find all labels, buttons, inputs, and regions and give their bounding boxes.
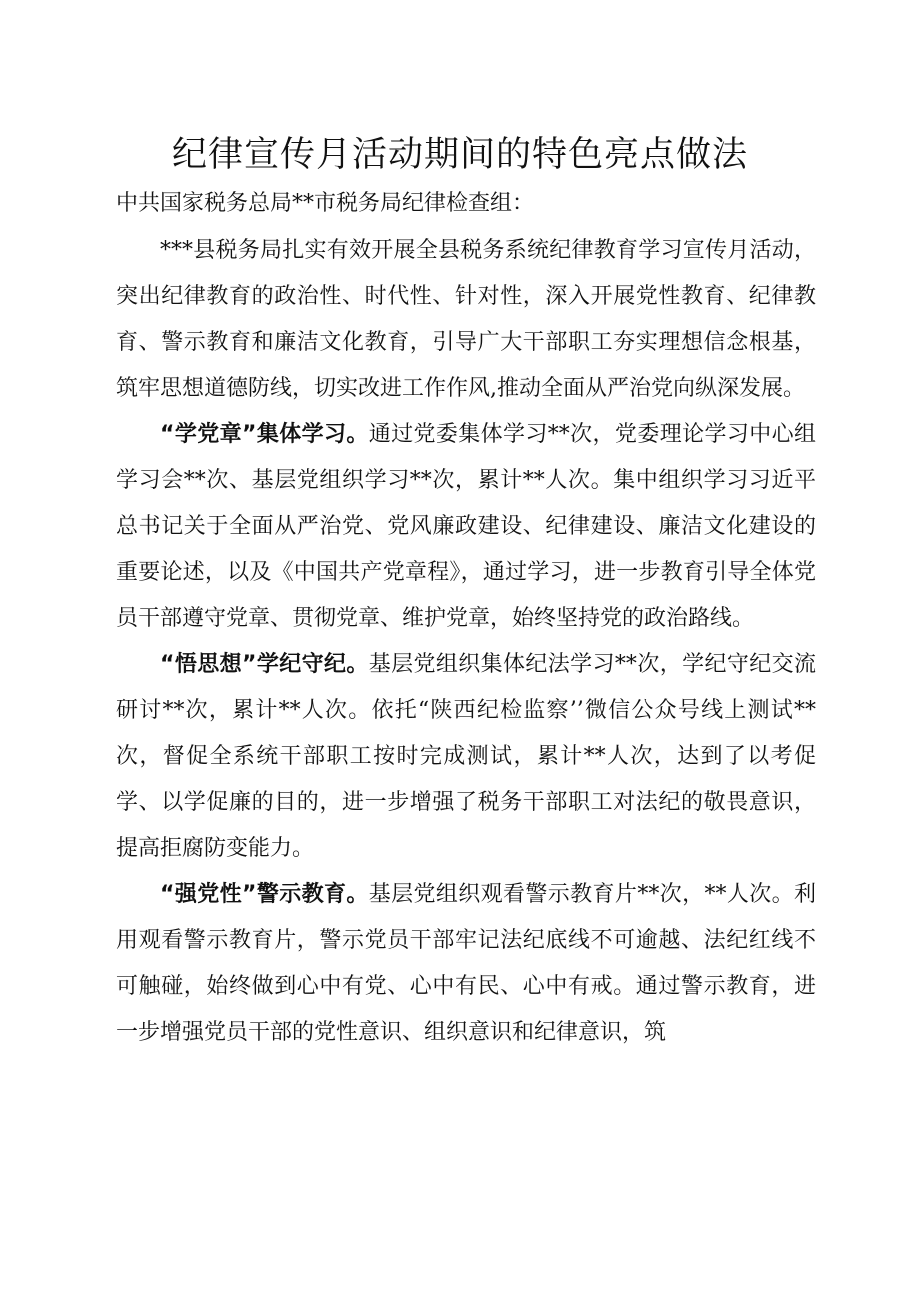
- paragraph-heading: “悟思想”学纪守纪。: [160, 652, 369, 677]
- paragraph-text: 基层党组织集体纪法学习**次，学纪守纪交流研讨**次，累计**人次。依托“陕西纪检监察’’微信公众号线上测试**次，督促全系统干部职工按时完成测试，累计**人次，达到了以考促学、以学促廉的目的，进一步增强了税务干部职工对法纪的敬畏意识，提高拒腐防变能力。: [116, 652, 816, 861]
- paragraph-text: 基层党组织观看警示教育片**次，**人次。利用观看警示教育片，警示党员干部牢记法纪底线不可逾越、法纪红线不可触碰，始终做到心中有党、心中有民、心中有戒。通过警示教育，进一步增强党员干部的党性意识、组织意识和纪律意识，筑: [116, 882, 816, 1045]
- document-title: 纪律宣传月活动期间的特色亮点做法: [171, 135, 748, 175]
- document-body: [116, 228, 816, 1056]
- paragraph-heading: “学党章”集体学习。: [160, 422, 369, 447]
- paragraph-intro: [116, 228, 816, 412]
- paragraph-study-party-constitution: [116, 412, 816, 642]
- paragraph-text: 通过党委集体学习**次，党委理论学习中心组学习会**次、基层党组织学习**次，累计**人次。集中组织学习习近平总书记关于全面从严治党、党风廉政建设、纪律建设、廉洁文化建设的重要论述，以及《中国共产党章程》，通过学习，进一步教育引导全体党员干部遵守党章、贯彻党章、维护党章，始终坚持党的政治路线。: [116, 422, 816, 631]
- paragraph-discipline-study: [116, 642, 816, 872]
- addressee-line: 中共国家税务总局**市税务局纪律检查组：: [116, 191, 535, 216]
- paragraph-warning-education: [116, 872, 816, 1056]
- paragraph-intro-text: ***县税务局扎实有效开展全县税务系统纪律教育学习宣传月活动，突出纪律教育的政治性、时代性、针对性，深入开展党性教育、纪律教育、警示教育和廉洁文化教育，引导广大干部职工夯实理想信念根基，筑牢思想道德防线，切实改进工作作风,推动全面从严治党向纵深发展。: [116, 238, 816, 401]
- paragraph-heading: “强党性”警示教育。: [160, 882, 369, 907]
